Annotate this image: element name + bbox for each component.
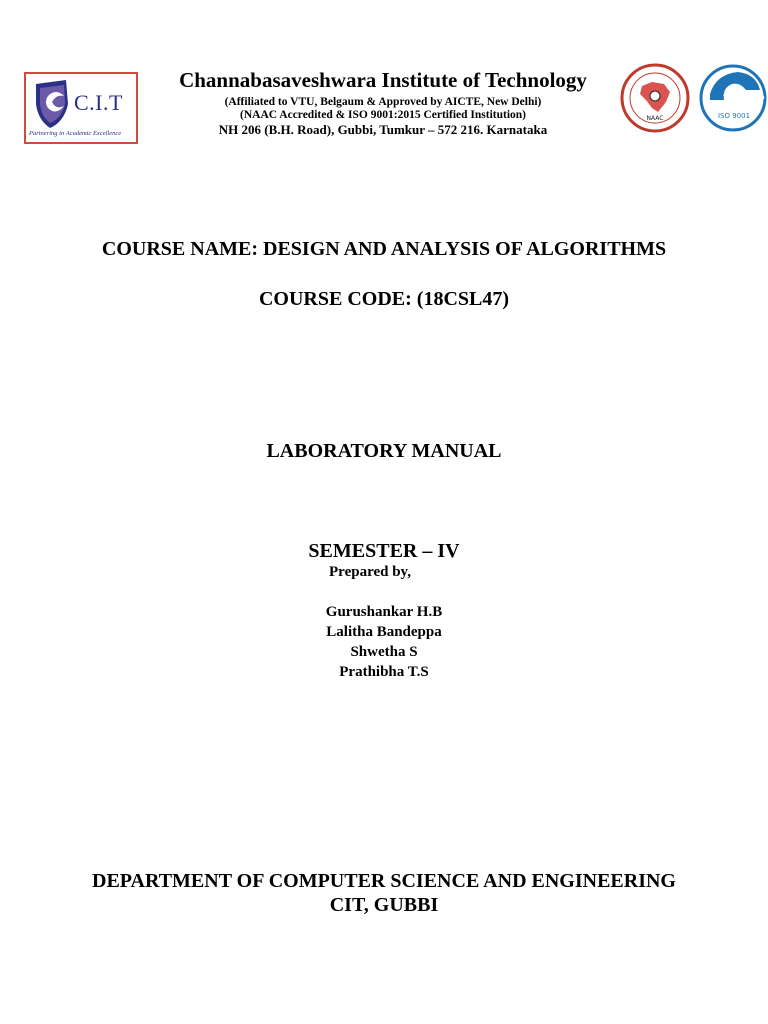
institute-name: Channabasaveshwara Institute of Technology xyxy=(179,68,587,92)
logo-tagline: Partnering in Academic Excellence xyxy=(29,130,122,137)
iso-badge-sub: ISO 9001 xyxy=(717,112,751,120)
semester-label: SEMESTER – IV xyxy=(308,540,460,562)
cit-logo xyxy=(24,72,138,144)
author-name: Prathibha T.S xyxy=(339,664,429,680)
iso-badge-text: TÜV NORD xyxy=(723,94,765,102)
accreditation-text: (NAAC Accredited & ISO 9001:2015 Certified Institution) xyxy=(240,109,526,121)
manual-title: LABORATORY MANUAL xyxy=(266,440,502,462)
author-name: Lalitha Bandeppa xyxy=(326,624,442,640)
logo-text: C.I.T xyxy=(74,90,123,115)
department-name: DEPARTMENT OF COMPUTER SCIENCE AND ENGINEERING xyxy=(92,870,676,892)
iso-badge-icon xyxy=(698,64,768,132)
author-name: Shwetha S xyxy=(350,644,418,660)
course-name: COURSE NAME: DESIGN AND ANALYSIS OF ALGORITHMS xyxy=(101,238,667,260)
author-name: Gurushankar H.B xyxy=(325,604,443,620)
prepared-by-label: Prepared by, xyxy=(329,564,411,580)
college-name: CIT, GUBBI xyxy=(329,894,439,916)
affiliation-text: (Affiliated to VTU, Belgaum & Approved by AICTE, New Delhi) xyxy=(224,96,542,108)
course-code: COURSE CODE: (18CSL47) xyxy=(258,288,510,310)
naac-seal-icon xyxy=(612,62,698,134)
naac-badge-text: NAAC xyxy=(646,115,664,122)
address-text: NH 206 (B.H. Road), Gubbi, Tumkur – 572 216. Karnataka xyxy=(218,122,548,137)
